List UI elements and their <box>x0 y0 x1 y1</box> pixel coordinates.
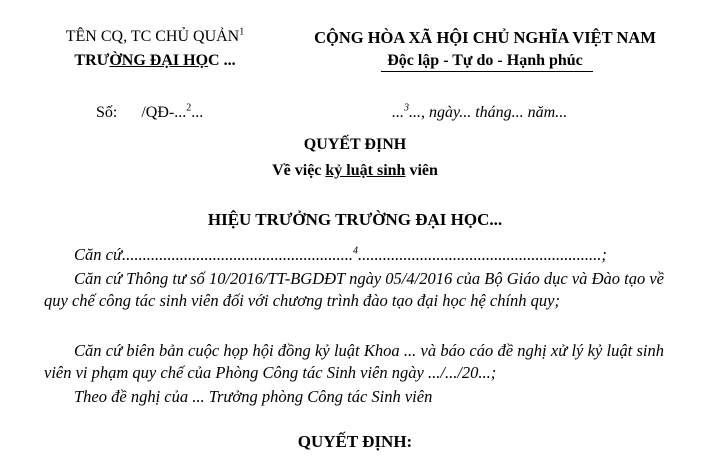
place-date: ...$^3$..., ngày... tháng... năm... <box>392 102 568 121</box>
decision-heading: QUYẾT ĐỊNH: <box>297 432 413 451</box>
basis-line-3: Căn cứ biên bản cuộc họp hội đồng kỷ luật Khoa ... và báo cáo đề nghị xử lý kỷ luật sinh viên vi phạm quy chế của Phòng Công tác Sinh viên ngày .../.../20...; <box>44 341 664 382</box>
footnote-1: 1 <box>239 26 245 38</box>
number-label: Số: <box>96 104 118 121</box>
basis-line-1: Căn cứ........................................................$^4$...........................................................; <box>74 245 607 264</box>
number-code: /QĐ-... <box>141 104 187 121</box>
basis-line-4: Theo đề nghị của ... Trưởng phòng Công tác Sinh viên <box>74 387 433 406</box>
org-name-text: TÊN CQ, TC CHỦ QUẢN <box>65 28 240 45</box>
school-name: TRƯỜNG ĐẠI HỌC ... <box>74 52 236 69</box>
subject-underlined: kỷ luật sinh <box>325 162 406 179</box>
footnote-3: 3 <box>404 102 409 114</box>
org-name <box>40 28 270 46</box>
school-name-underlined: ỜNG ĐẠI HỌ <box>109 52 209 69</box>
basis-line-2: Căn cứ Thông tư số 10/2016/TT-BGDĐT ngày 05/4/2016 của Bộ Giáo dục và Đào tạo về quy chế công tác sinh viên đối với chương trình đào tạo đại học hệ chính quy; <box>44 269 664 310</box>
footnote-4: 4 <box>352 245 358 257</box>
decision-subject: Về việc kỷ luật sinh viên <box>272 162 438 179</box>
decision-title: QUYẾT ĐỊNH <box>303 136 407 153</box>
issuing-authority: HIỆU TRƯỞNG TRƯỜNG ĐẠI HỌC... <box>207 210 503 229</box>
footnote-2: 2 <box>186 102 192 114</box>
country-name: CỘNG HÒA XÃ HỘI CHỦ NGHĨA VIỆT NAM <box>314 28 656 47</box>
document-number: Số: /QĐ-...$^2$... <box>96 102 204 121</box>
national-motto: Độc lập - Tự do - Hạnh phúc <box>387 52 583 69</box>
motto-underline <box>381 71 593 72</box>
